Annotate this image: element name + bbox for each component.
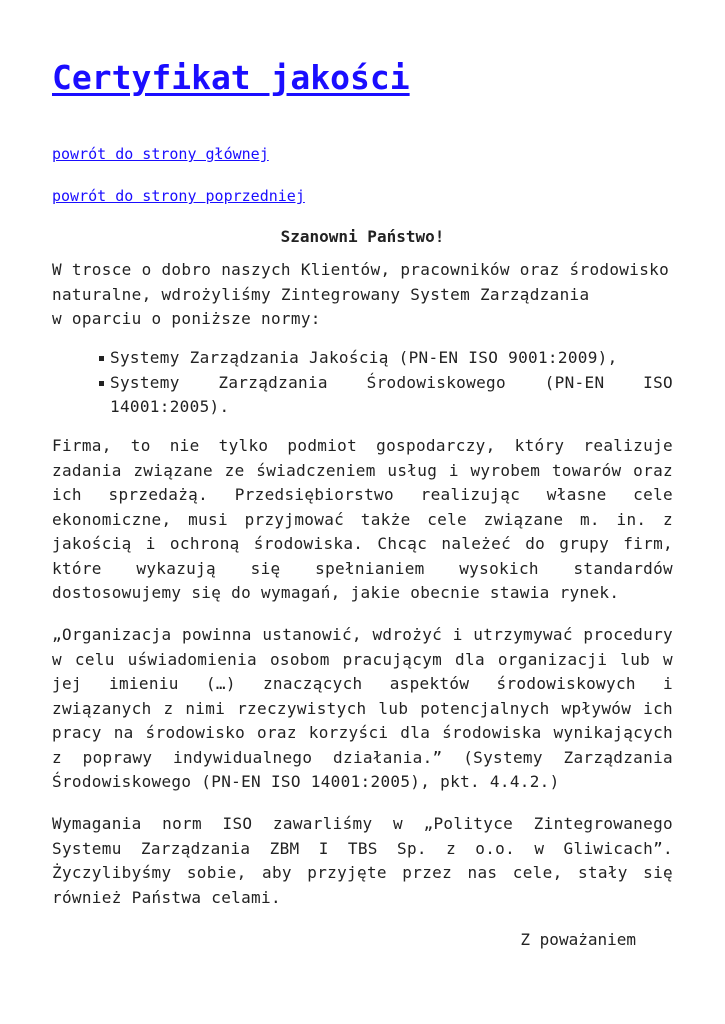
list-item [52,371,673,420]
signoff: Z poważaniem [520,930,636,949]
page-title [52,56,410,100]
back-link[interactable]: powrót do strony poprzedniej [52,187,305,205]
bullet-icon [99,381,104,386]
list-item [52,346,673,371]
bullet-icon [99,356,104,361]
page-title-link[interactable]: Certyfikat jakości [52,58,410,97]
greeting-heading: Szanowni Państwo! [280,227,445,246]
norms-list [52,346,673,420]
company-paragraph: Firma, to nie tylko podmiot gospodarczy, który realizuje zadania związane ze świadczeniem usług i wyrobem towarów oraz ich sprzedażą. Przedsiębiorstwo realizując własne cele ekonomiczne, musi przyjmować także cele związane m. in. z jakością i ochroną środowiska. Chcąc należeć do grupy firm, które wykazują się spełnianiem wysokich standardów dostosowujemy się do wymagań, jakie obecnie stawia rynek. [52,436,673,602]
intro-line: naturalne, wdrożyliśmy Zintegrowany System Zarządzania [52,284,590,304]
norm-text: Systemy Zarządzania Środowiskowego (PN-EN ISO 14001:2005). [110,372,673,416]
intro-line: W trosce o dobro naszych Klientów, pracowników oraz środowisko [52,260,670,279]
norm-text: Systemy Zarządzania Jakością (PN-EN ISO 9001:2009), [110,348,618,367]
intro-paragraph [52,258,673,332]
home-link[interactable]: powrót do strony głównej [52,145,269,163]
intro-line: w oparciu o poniższe normy: [52,309,321,328]
quote-paragraph: „Organizacja powinna ustanowić, wdrożyć i utrzymywać procedury w celu uświadomienia osobom pracującym dla organizacji lub w jej imieniu (…) znaczących aspektów środowiskowych i związanych z nimi rzeczywistych lub potencjalnych wpływów ich pracy na środowisko oraz korzyści dla środowiska wynikających z poprawy indywidualnego działania.” (Systemy Zarządzania Środowiskowego (PN-EN ISO 14001:2005), pkt. 4.4.2.) [52,625,673,791]
policy-paragraph: Wymagania norm ISO zawarliśmy w „Polityce Zintegrowanego Systemu Zarządzania ZBM I TBS Sp. z o.o. w Gliwicach”. Życzylibyśmy sobie, aby przyjęte przez nas cele, stały się również Państwa celami. [52,814,673,907]
